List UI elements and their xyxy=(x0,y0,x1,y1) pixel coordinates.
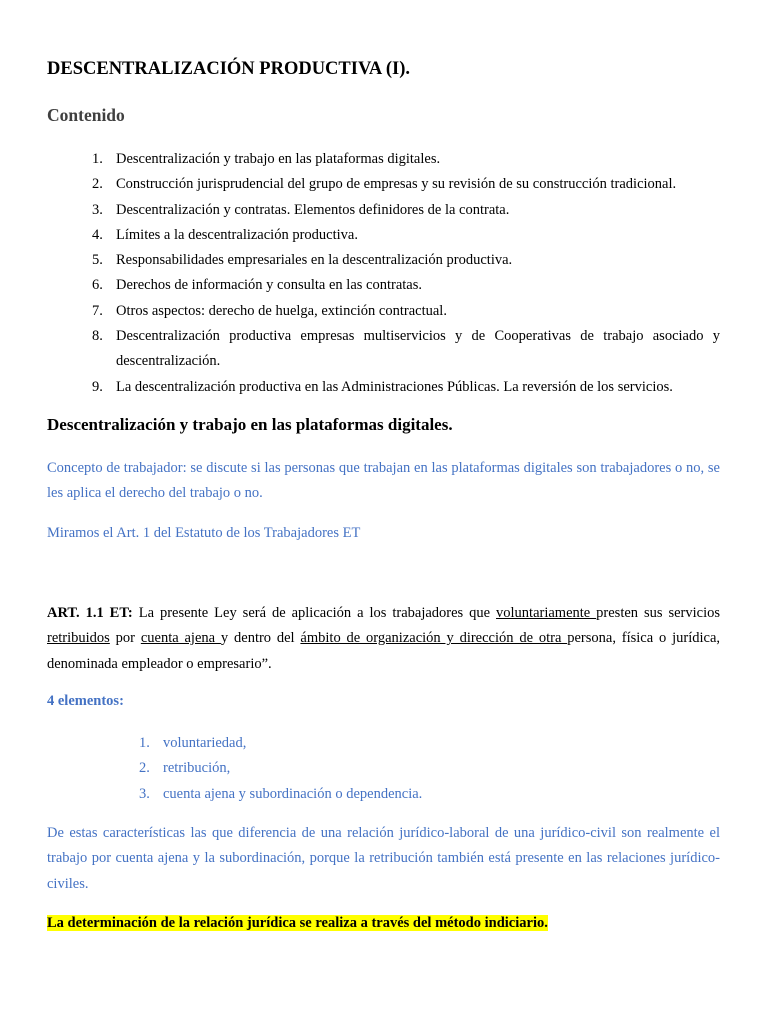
underlined-term: cuenta ajena xyxy=(140,630,221,647)
table-of-contents xyxy=(47,147,720,400)
toc-item: 2. Construcción jurisprudencial del grupo de empresas y su revisión de su construcción tradicional. xyxy=(92,176,677,193)
article-reference-paragraph: Miramos el Art. 1 del Estatuto de los Trabajadores ET xyxy=(47,525,361,541)
toc-item: 5. Responsabilidades empresariales en la descentralización productiva. xyxy=(92,252,513,269)
article-label: ART. 1.1 ET: xyxy=(47,605,133,621)
toc-item: 8. Descentralización productiva empresas multiservicios y de Cooperativas de trabajo asociado y descentralización. xyxy=(92,328,720,370)
list-item: 1. voluntariedad, xyxy=(139,735,247,751)
elements-list xyxy=(47,731,422,807)
toc-item: 9. La descentralización productiva en las Administraciones Públicas. La reversión de los servicios. xyxy=(92,378,673,395)
article-text-paragraph: ART. 1.1 ET: La presente Ley será de aplicación a los trabajadores que voluntariamente presten sus servicios retribuidos por cuenta ajena y dentro del ámbito de organización y dirección de otra persona, física o jurídica, denominada empleador o empresario”. xyxy=(47,605,721,672)
section-heading: Descentralización y trabajo en las plataformas digitales. xyxy=(47,415,453,434)
toc-item: 6. Derechos de información y consulta en las contratas. xyxy=(92,277,423,294)
list-item: 3. cuenta ajena y subordinación o dependencia. xyxy=(139,785,423,802)
highlighted-paragraph xyxy=(47,911,720,936)
toc-item: 7. Otros aspectos: derecho de huelga, extinción contractual. xyxy=(92,302,447,319)
contents-heading: Contenido xyxy=(47,105,125,125)
characteristics-paragraph: De estas características las que diferencia de una relación jurídico-laboral de una jurídico-civil son realmente el trabajo por cuenta ajena y la subordinación, porque la retribución también está presente en las relaciones jurídico-civiles. xyxy=(47,825,720,892)
document-title: DESCENTRALIZACIÓN PRODUCTIVA (I). xyxy=(47,59,411,79)
highlighted-sentence: La determinación de la relación jurídica se realiza a través del método indiciario. xyxy=(47,915,548,931)
underlined-term: retribuidos xyxy=(47,630,110,647)
toc-item: 3. Descentralización y contratas. Elementos definidores de la contrata. xyxy=(92,201,510,218)
underlined-term: voluntariamente xyxy=(496,605,597,621)
toc-item: 1. Descentralización y trabajo en las plataformas digitales. xyxy=(92,151,441,167)
underlined-term: ámbito de organización y dirección de otra xyxy=(300,630,568,647)
concept-paragraph: Concepto de trabajador: se discute si las personas que trabajan en las plataformas digitales son trabajadores o no, se les aplica el derecho del trabajo o no. xyxy=(47,460,720,502)
list-item: 2. retribución, xyxy=(139,760,231,777)
elements-label: 4 elementos: xyxy=(47,693,124,709)
toc-item: 4. Límites a la descentralización productiva. xyxy=(92,226,358,243)
